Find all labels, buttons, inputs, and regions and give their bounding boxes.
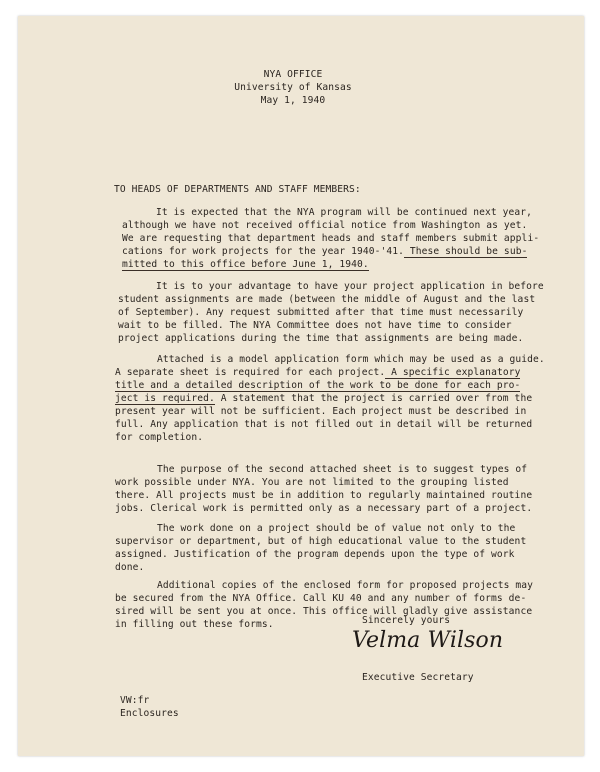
paragraph-line: although we have not received official notice from Washington as yet. — [122, 220, 528, 231]
letterhead — [208, 68, 378, 107]
line-part: cations for work projects for the year 1940-'41. — [122, 246, 405, 257]
paragraph-line: of September). Any request submitted after that time must necessarily — [118, 307, 524, 318]
paragraph-line: in filling out these forms. — [115, 619, 274, 630]
paragraph-line: Additional copies of the enclosed form for proposed projects may — [157, 580, 534, 591]
paragraph-3 — [115, 353, 545, 444]
paragraph-line: The purpose of the second attached sheet is to suggest types of — [157, 464, 528, 475]
paragraph-line: We are requesting that department heads and staff members submit appli- — [122, 233, 540, 244]
paragraph-line: project applications during the time that assignments are being made. — [118, 333, 524, 344]
paragraph-5 — [115, 522, 527, 574]
underlined-text: A specific explanatory — [385, 367, 521, 378]
line-part: A statement that the project is carried over from the — [214, 393, 533, 404]
paragraph-line — [115, 379, 521, 392]
paragraph-line: be secured from the NYA Office. Call KU 40 and any number of forms de- — [115, 593, 527, 604]
paragraph-line — [122, 245, 528, 258]
enclosures-note: Enclosures — [120, 708, 179, 719]
paragraph-line: student assignments are made (between the middle of August and the last — [118, 294, 536, 305]
salutation: TO HEADS OF DEPARTMENTS AND STAFF MEMBERS: — [114, 184, 361, 195]
signature-title: Executive Secretary — [362, 672, 474, 683]
underlined-text: ject is required. — [115, 393, 215, 404]
paragraph-line — [115, 392, 533, 405]
signature: Velma Wilson — [352, 628, 504, 653]
paragraph-line: wait to be filled. The NYA Committee does not have time to consider — [118, 320, 512, 331]
paragraph-2 — [118, 280, 544, 345]
office-name: NYA OFFICE — [263, 69, 323, 80]
paragraph-line: work possible under NYA. You are not limited to the grouping listed — [115, 477, 509, 488]
university-name: University of Kansas — [234, 82, 352, 93]
paragraph-1 — [122, 206, 540, 271]
paragraph-line: jobs. Clerical work is permitted only as a necessary part of a project. — [115, 503, 533, 514]
paragraph-line: present year will not be sufficient. Each project must be described in — [115, 406, 527, 417]
paragraph-line: for completion. — [115, 432, 204, 443]
paragraph-line: there. All projects must be in addition to regularly maintained routine — [115, 490, 533, 501]
underlined-text: mitted to this office before June 1, 1940. — [122, 259, 369, 270]
closing: Sincerely yours — [362, 615, 451, 626]
letter-date: May 1, 1940 — [260, 95, 326, 106]
paragraph-line: assigned. Justification of the program depends upon the type of work — [115, 549, 515, 560]
paragraph-line: It is to your advantage to have your project application in before — [156, 281, 544, 292]
reference-block — [120, 694, 179, 720]
underlined-text: title and a detailed description of the work to be done for each pro- — [115, 380, 521, 391]
paragraph-line: It is expected that the NYA program will be continued next year, — [156, 207, 533, 218]
paragraph-line: The work done on a project should be of value not only to the — [157, 523, 516, 534]
paragraph-4 — [115, 463, 533, 515]
underlined-text: These should be sub- — [404, 246, 528, 257]
paragraph-line: Attached is a model application form which may be used as a guide. — [157, 354, 545, 365]
line-part: A separate sheet is required for each project. — [115, 367, 386, 378]
paragraph-line — [122, 258, 502, 271]
paragraph-line: supervisor or department, but of high educational value to the student — [115, 536, 527, 547]
paragraph-line — [115, 366, 521, 379]
paragraph-line: done. — [115, 562, 145, 573]
paragraph-line: full. Any application that is not filled out in detail will be returned — [115, 419, 533, 430]
typist-initials: VW:fr — [120, 695, 150, 706]
paragraph-line: sired will be sent you at once. This office will gladly give assistance — [115, 606, 533, 617]
letter-page — [18, 16, 584, 756]
